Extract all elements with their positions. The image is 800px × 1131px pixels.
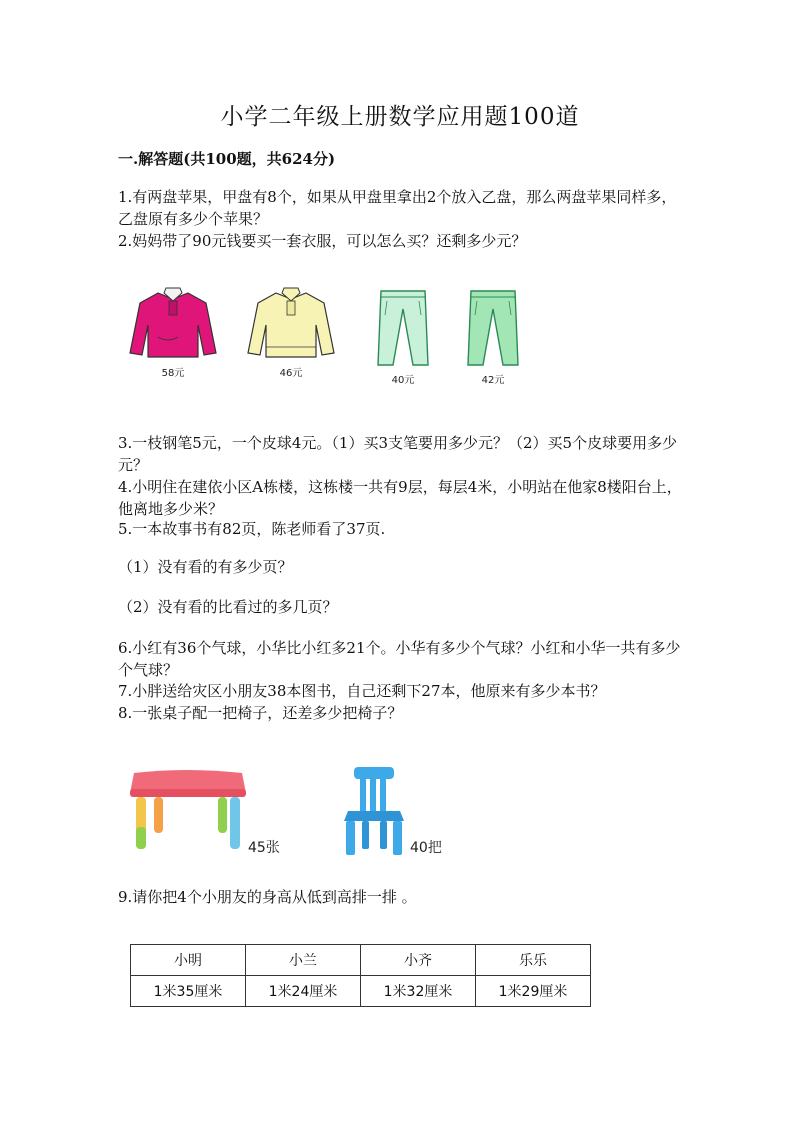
question-9: 9.请你把4个小朋友的身高从低到高排一排 。 <box>118 888 417 906</box>
chair-count-label: 40把 <box>410 840 442 856</box>
page-title: 小学二年级上册数学应用题100道 <box>220 104 580 130</box>
green-pants-icon <box>463 287 523 367</box>
table-cell: 1米35厘米 <box>131 976 246 1007</box>
table-icon <box>126 767 251 857</box>
question-2: 2.妈妈带了90元钱要买一套衣服，可以怎么买？还剩多少元？ <box>118 232 527 250</box>
table-row <box>131 976 591 1007</box>
question-8: 8.一张桌子配一把椅子，还差多少把椅子？ <box>118 704 403 722</box>
question-3: 3.一枝钢笔5元，一个皮球4元。（1）买3支笔要用多少元？（2）买5个皮球要用多少元？ <box>118 434 678 474</box>
pink-sweater-icon <box>128 285 218 360</box>
light-pants-price: 40元 <box>391 375 415 386</box>
question-7: 7.小胖送给灾区小朋友38本图书，自己还剩下27本，他原来有多少本书？ <box>118 682 606 700</box>
light-pants <box>373 287 433 386</box>
pink-sweater <box>128 285 218 379</box>
table-header-row <box>131 945 591 976</box>
green-pants <box>463 287 523 386</box>
yellow-sweater-price: 46元 <box>279 368 303 379</box>
section-heading: 一.解答题(共100题，共624分) <box>118 150 336 168</box>
question-4: 4.小明住在建依小区A栋楼，这栋楼一共有9层，每层4米，小明站在他家8楼阳台上，他离地多少米？ <box>118 478 682 518</box>
question-5: 5.一本故事书有82页，陈老师看了37页. <box>118 520 386 538</box>
table-header-cell: 小明 <box>131 945 246 976</box>
yellow-sweater <box>246 285 336 379</box>
chair-icon <box>340 765 410 860</box>
light-pants-icon <box>373 287 433 367</box>
yellow-sweater-icon <box>246 285 336 360</box>
question-5-part-1: （1）没有看的有多少页？ <box>118 558 293 576</box>
question-6: 6.小红有36个气球，小华比小红多21个。小华有多少个气球？小红和小华一共有多少个气球？ <box>118 639 681 679</box>
clothes-illustration <box>118 285 538 395</box>
furniture-illustration <box>118 765 478 865</box>
heights-table <box>130 944 591 1007</box>
table-header-cell: 小兰 <box>246 945 361 976</box>
green-pants-price: 42元 <box>481 375 505 386</box>
question-5-part-2: （2）没有看的比看过的多几页？ <box>118 598 338 616</box>
table-cell: 1米32厘米 <box>361 976 476 1007</box>
pink-sweater-price: 58元 <box>161 368 185 379</box>
table-count-label: 45张 <box>248 840 280 856</box>
table-cell: 1米29厘米 <box>476 976 591 1007</box>
table-header-cell: 小齐 <box>361 945 476 976</box>
question-1: 1.有两盘苹果，甲盘有8个，如果从甲盘里拿出2个放入乙盘，那么两盘苹果同样多，乙盘原有多少个苹果？ <box>118 188 677 228</box>
table-cell: 1米24厘米 <box>246 976 361 1007</box>
table-header-cell: 乐乐 <box>476 945 591 976</box>
